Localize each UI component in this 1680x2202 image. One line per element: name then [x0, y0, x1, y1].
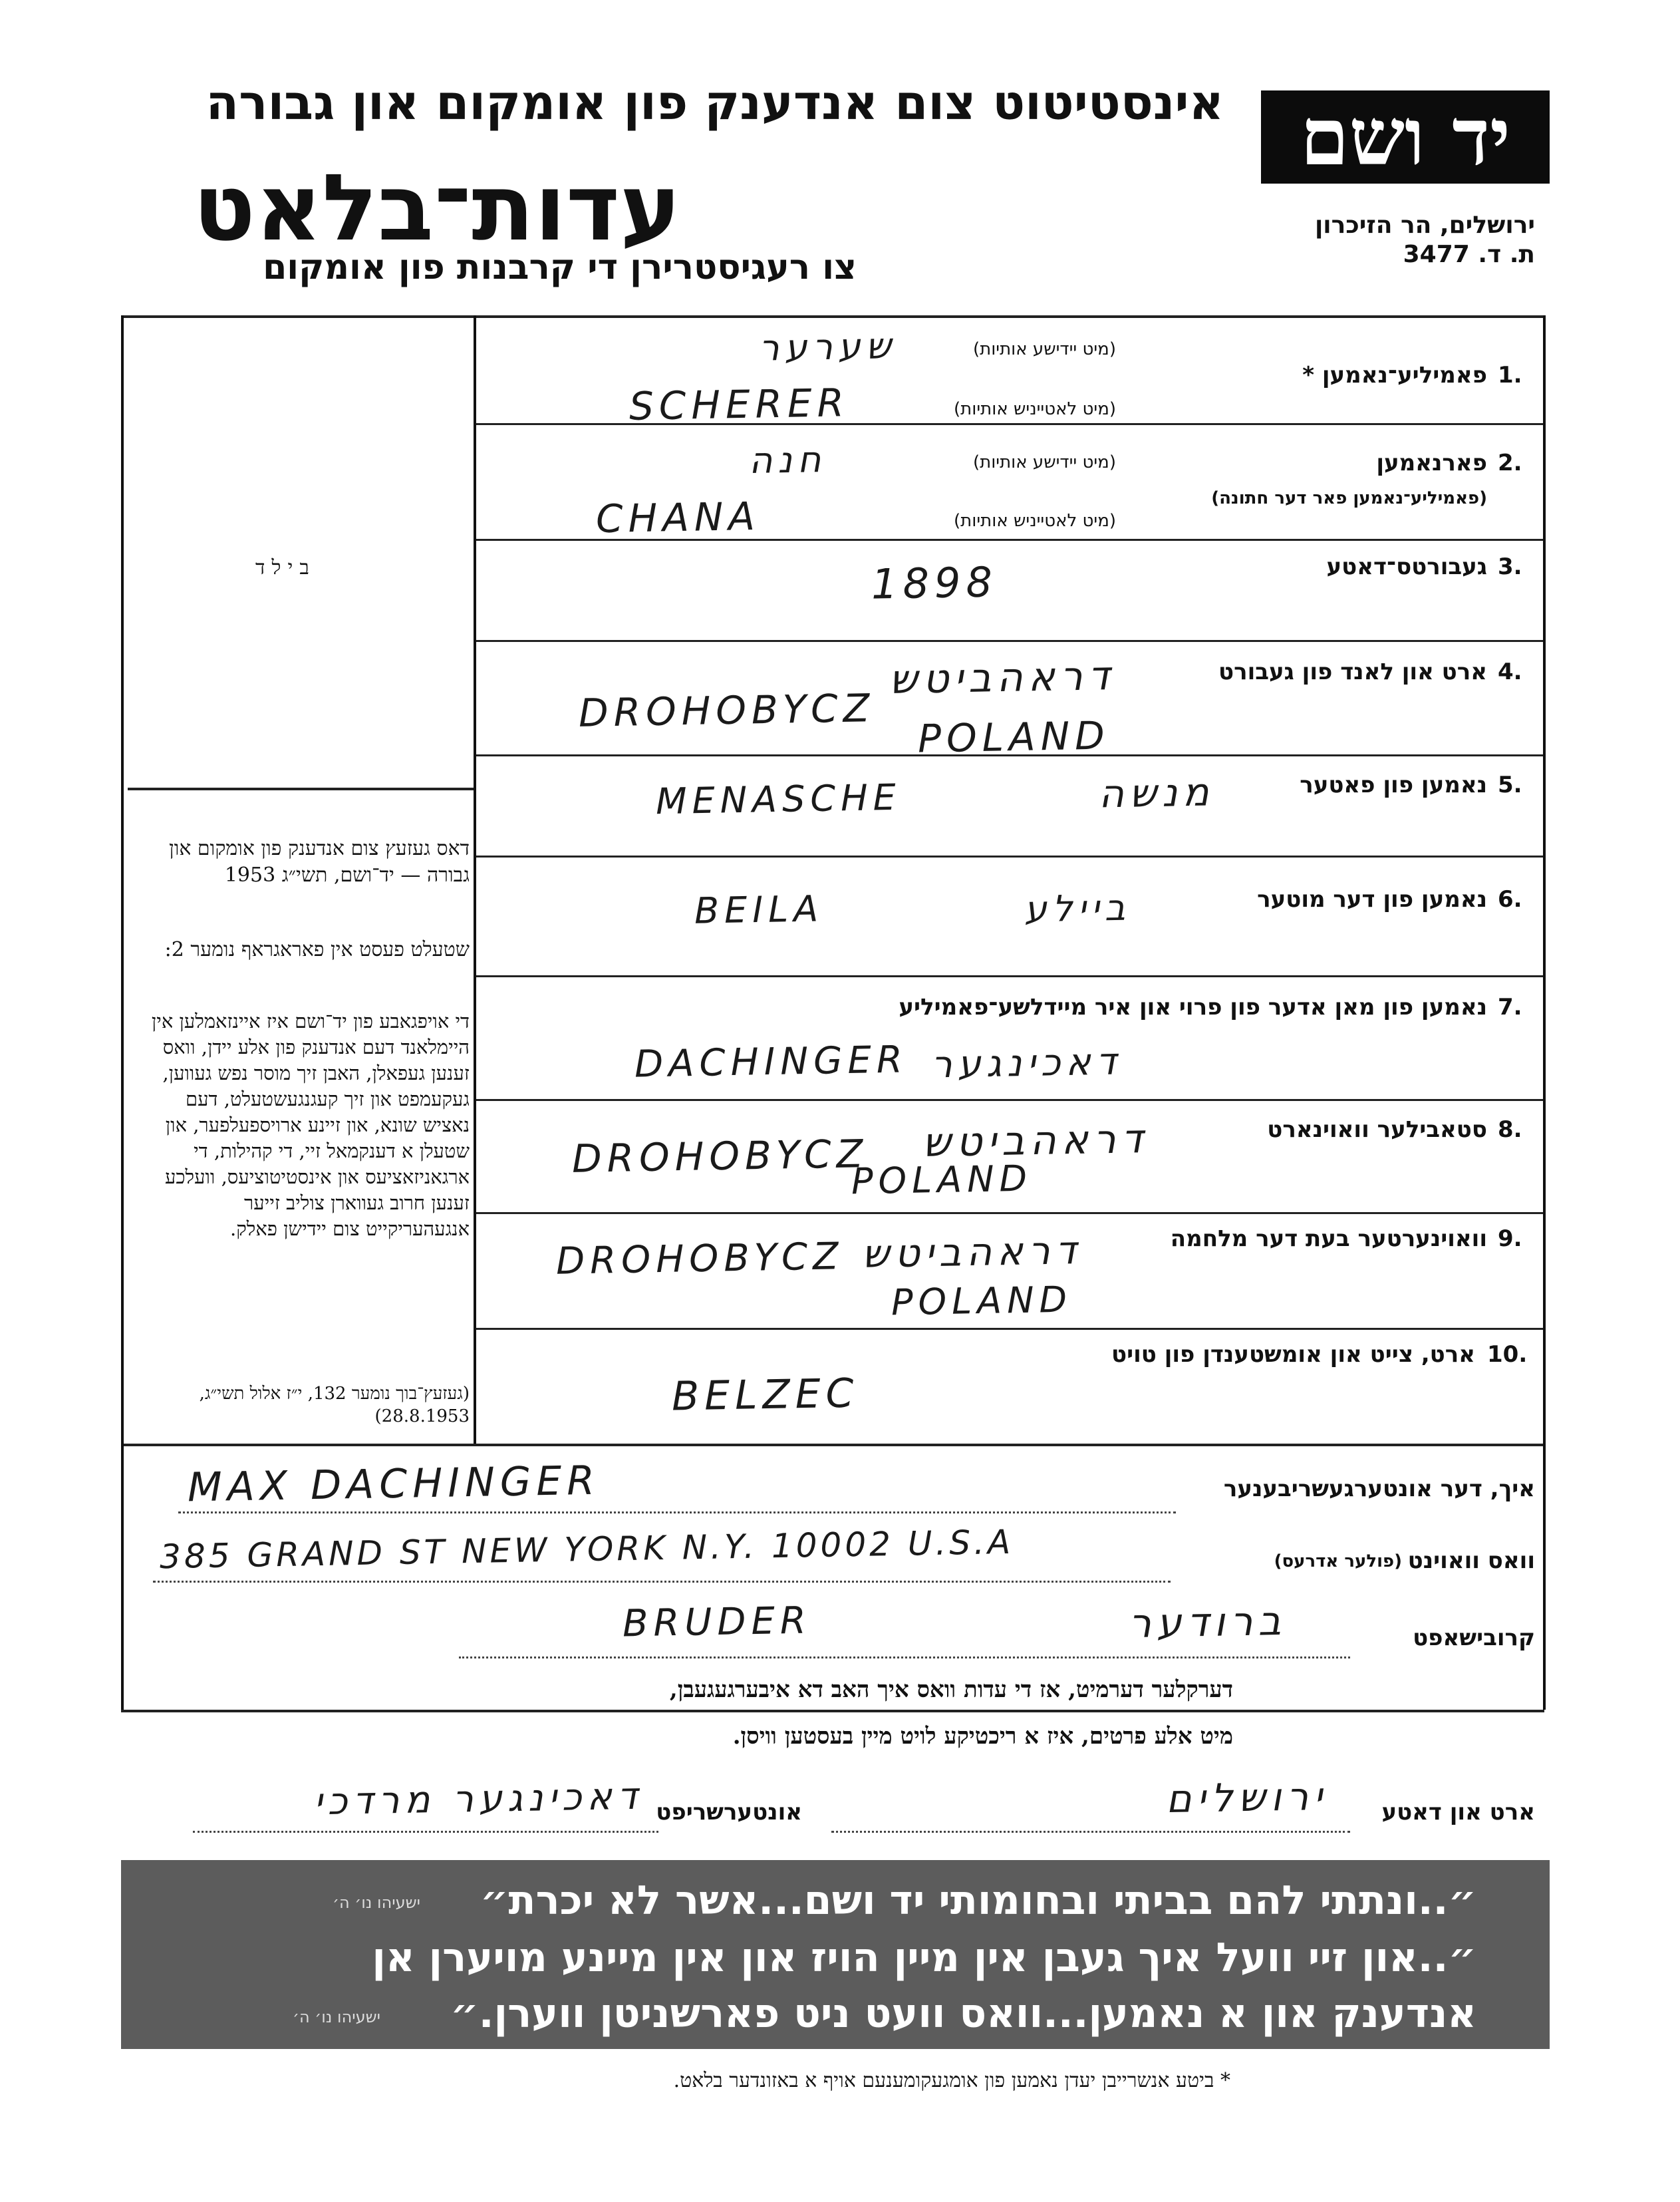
submitter-address-line	[153, 1581, 1171, 1583]
frame-column-divider	[474, 315, 476, 1444]
field-3-value[interactable]: 1898	[871, 557, 998, 609]
row-divider	[476, 1328, 1543, 1330]
field-9-value-country[interactable]: POLAND	[891, 1278, 1073, 1324]
place-date-label: ארט און דאטע	[1381, 1799, 1535, 1825]
submitter-address-sublabel: (פולער אדרעס)	[1274, 1551, 1402, 1571]
frame-right-border	[1543, 315, 1546, 1444]
declaration-line-2: מיט אלע פרטים, איז א ריכטיקע לויט מיין בעסטען וויסן.	[732, 1723, 1233, 1750]
relation-value-yiddish[interactable]: ברודער	[1128, 1597, 1287, 1648]
relation-value-latin[interactable]: BRUDER	[622, 1599, 812, 1646]
submitter-left-border	[121, 1444, 124, 1710]
photo-box-bottom	[128, 788, 474, 790]
photo-placeholder-label: בילד	[255, 556, 316, 579]
field-5-value-latin[interactable]: MENASCHE	[655, 776, 902, 823]
submitter-bottom-border	[121, 1710, 1544, 1712]
submitter-address-value[interactable]: 385 GRAND ST NEW YORK N.Y. 10002 U.S.A	[159, 1522, 1014, 1577]
signature-line	[193, 1831, 658, 1833]
signature-value[interactable]: דאכינגער מרדכי	[313, 1774, 643, 1824]
field-6-value-latin[interactable]: BEILA	[694, 887, 824, 932]
field-9-number: 9.	[1498, 1225, 1522, 1252]
signature-label: אונטערשריפט	[656, 1799, 802, 1825]
field-9-value-latin[interactable]: DROHOBYCZ	[555, 1235, 844, 1283]
submitter-address-label: וואס וואוינט	[1407, 1547, 1535, 1574]
law-para-2: שטעלט פעסט אין פאראגראף נומער 2:	[164, 938, 470, 961]
field-1-number: 1.	[1498, 362, 1522, 389]
field-9-value-yiddish[interactable]: דראהביטש	[861, 1227, 1082, 1277]
field-2-label: פארנאמען	[1376, 450, 1487, 476]
field-10-label: ארט, צייט און אומשטענדן פון טויט	[1111, 1341, 1475, 1368]
row-divider	[476, 856, 1543, 858]
address-line-2: ת. ד. 3477	[1403, 241, 1535, 268]
address-line-1: ירושלים, הר הזיכרון	[1314, 212, 1535, 239]
field-8-value-country[interactable]: POLAND	[851, 1157, 1033, 1203]
place-date-value[interactable]: ירושלים	[1165, 1773, 1328, 1822]
field-7-value-yiddish[interactable]: דאכינגער	[930, 1040, 1122, 1087]
law-para-4: (געזעץ־בוך נומער 132, י״ז אלול תשי״ג, 28.8.1953)	[199, 1384, 470, 1426]
footnote: * ביטע אנשרייבן יעדן נאמען פון אומגעקומענעם אויף א באזונדער בלאט.	[673, 2069, 1230, 2092]
law-excerpt-body	[141, 1009, 470, 1242]
relation-label: קרובישאפט	[1413, 1625, 1535, 1651]
law-excerpt-citation	[141, 1382, 470, 1428]
submitter-right-border	[1543, 1444, 1546, 1710]
relation-line	[459, 1656, 1350, 1658]
row-divider	[476, 1212, 1543, 1214]
law-excerpt-paragraph-ref	[141, 937, 470, 963]
field-2-value-yiddish[interactable]: חנה	[748, 438, 827, 482]
banner-quote-yiddish-2: אנדענק און א נאמען...וואס וועט ניט פארשניטן ווערן.״	[450, 1990, 1476, 2037]
institute-name: אינסטיטוט צום אנדענק פון אומקום און גבורה	[206, 75, 1224, 130]
field-4-value-latin[interactable]: DROHOBYCZ	[578, 685, 875, 736]
banner-source-2: ישעיהו נו׳ ה׳	[293, 2008, 381, 2026]
field-10-value-latin[interactable]: BELZEC	[671, 1370, 860, 1420]
law-para-3: די אויפגאבע פון יד־ושם איז איינזאמלען אין היימלאנד דעם אנדענק פון אלע יידן, וואס זענען געפאלן, האבן זיך מוסר נפש געווען, געקעמפט און זיך קעגנגעשטעלט, דעם נאציש שונא, און זיינע ארויספעלפער, און שטעלן א דענקמאל זיי, די קהילות, די ארגאניזאציעס און אינסטיטוציעס, וועלכע זענען חרוב געווארן צוליב זייער אנגעהעריקייט צום יידישן פאלק.	[151, 1010, 470, 1240]
field-8-value-yiddish[interactable]: דראהביטש	[921, 1116, 1149, 1166]
field-6-value-yiddish[interactable]: ביילע	[1024, 886, 1131, 931]
submitter-name-value[interactable]: MAX DACHINGER	[187, 1457, 601, 1511]
field-4-value-yiddish[interactable]: דראהביטש	[888, 653, 1115, 703]
yad-vashem-logo: יד ושם	[1261, 90, 1550, 184]
law-excerpt-heading	[141, 836, 470, 889]
field-5-value-yiddish[interactable]: מנשה	[1098, 769, 1215, 817]
field-4-number: 4.	[1498, 659, 1522, 685]
submitter-name-line	[178, 1511, 1176, 1513]
place-date-line	[831, 1831, 1350, 1833]
banner-source-1: ישעיהו נו׳ ה׳	[333, 1893, 421, 1912]
row-divider	[476, 1099, 1543, 1101]
field-10-number: 10.	[1487, 1341, 1528, 1368]
field-2-value-latin[interactable]: CHANA	[595, 493, 761, 542]
field-1-latin-hint: (מיט לאטייניש אותיות)	[954, 399, 1116, 419]
field-4-value-country[interactable]: POLAND	[917, 712, 1111, 762]
field-4-label: ארט און לאנד פון געבורט	[1218, 659, 1487, 685]
field-1-value-yiddish[interactable]: שערער	[758, 325, 897, 369]
declaration-line-1: דערקלער דערמיט, אז די עדות וואס איך האב דא איבערגעגעבן,	[669, 1676, 1233, 1703]
field-7-number: 7.	[1498, 994, 1522, 1021]
field-1-yiddish-hint: (מיט יידישע אותיות)	[972, 339, 1116, 359]
banner-quote-yiddish-1: ״..און זיי וועל איך געבן אין מיין הויז און אין מיינע מויערן אן	[372, 1935, 1476, 1981]
row-divider	[476, 975, 1543, 977]
field-5-label: נאמען פון פאטער	[1300, 772, 1487, 798]
field-2-latin-hint: (מיט לאטייניש אותיות)	[954, 511, 1116, 531]
field-9-label: וואוינערטער בעת דער מלחמה	[1170, 1225, 1487, 1252]
field-6-label: נאמען פון דער מוטער	[1257, 886, 1487, 913]
field-7-label: נאמען פון מאן אדער פון פרוי און איר מיידלשע־פאמיליע	[899, 994, 1487, 1021]
page-title: עדות־בלאט	[193, 154, 681, 261]
page-subtitle: צו רעגיסטרירן די קרבנות פון אומקום	[263, 247, 857, 287]
frame-top-border	[121, 315, 1544, 318]
field-3-number: 3.	[1498, 553, 1522, 580]
field-7-value-latin[interactable]: DACHINGER	[634, 1038, 909, 1086]
law-para-1: דאס געזעץ צום אנדענק פון אומקום און גבורה — יד־ושם, תשי״ג 1953	[169, 837, 470, 887]
frame-left-border	[121, 315, 124, 1444]
field-3-label: געבורטס־דאטע	[1326, 553, 1487, 580]
field-8-label: סטאבילער וואוינארט	[1267, 1116, 1487, 1143]
row-divider	[476, 640, 1543, 642]
field-1-label: פאמיליע־נאמען *	[1302, 362, 1487, 389]
frame-bottom-border	[121, 1444, 1544, 1446]
field-8-number: 8.	[1498, 1116, 1522, 1143]
field-2-number: 2.	[1498, 450, 1522, 476]
submitter-name-label: איך, דער אונטערגעשריבענער	[1223, 1476, 1535, 1502]
field-6-number: 6.	[1498, 886, 1522, 913]
field-2-sublabel: (פאמיליע־נאמען פאר דער חתונה)	[1211, 488, 1487, 508]
scripture-banner	[121, 1860, 1550, 2049]
field-5-number: 5.	[1498, 772, 1522, 798]
banner-quote-hebrew: ״..ונתתי להם בביתי ובחומותי יד ושם...אשר לא יכרת״	[480, 1877, 1476, 1924]
field-2-yiddish-hint: (מיט יידישע אותיות)	[972, 452, 1116, 472]
field-8-value-latin[interactable]: DROHOBYCZ	[571, 1131, 869, 1181]
field-1-value-latin[interactable]: SCHERER	[629, 380, 850, 429]
